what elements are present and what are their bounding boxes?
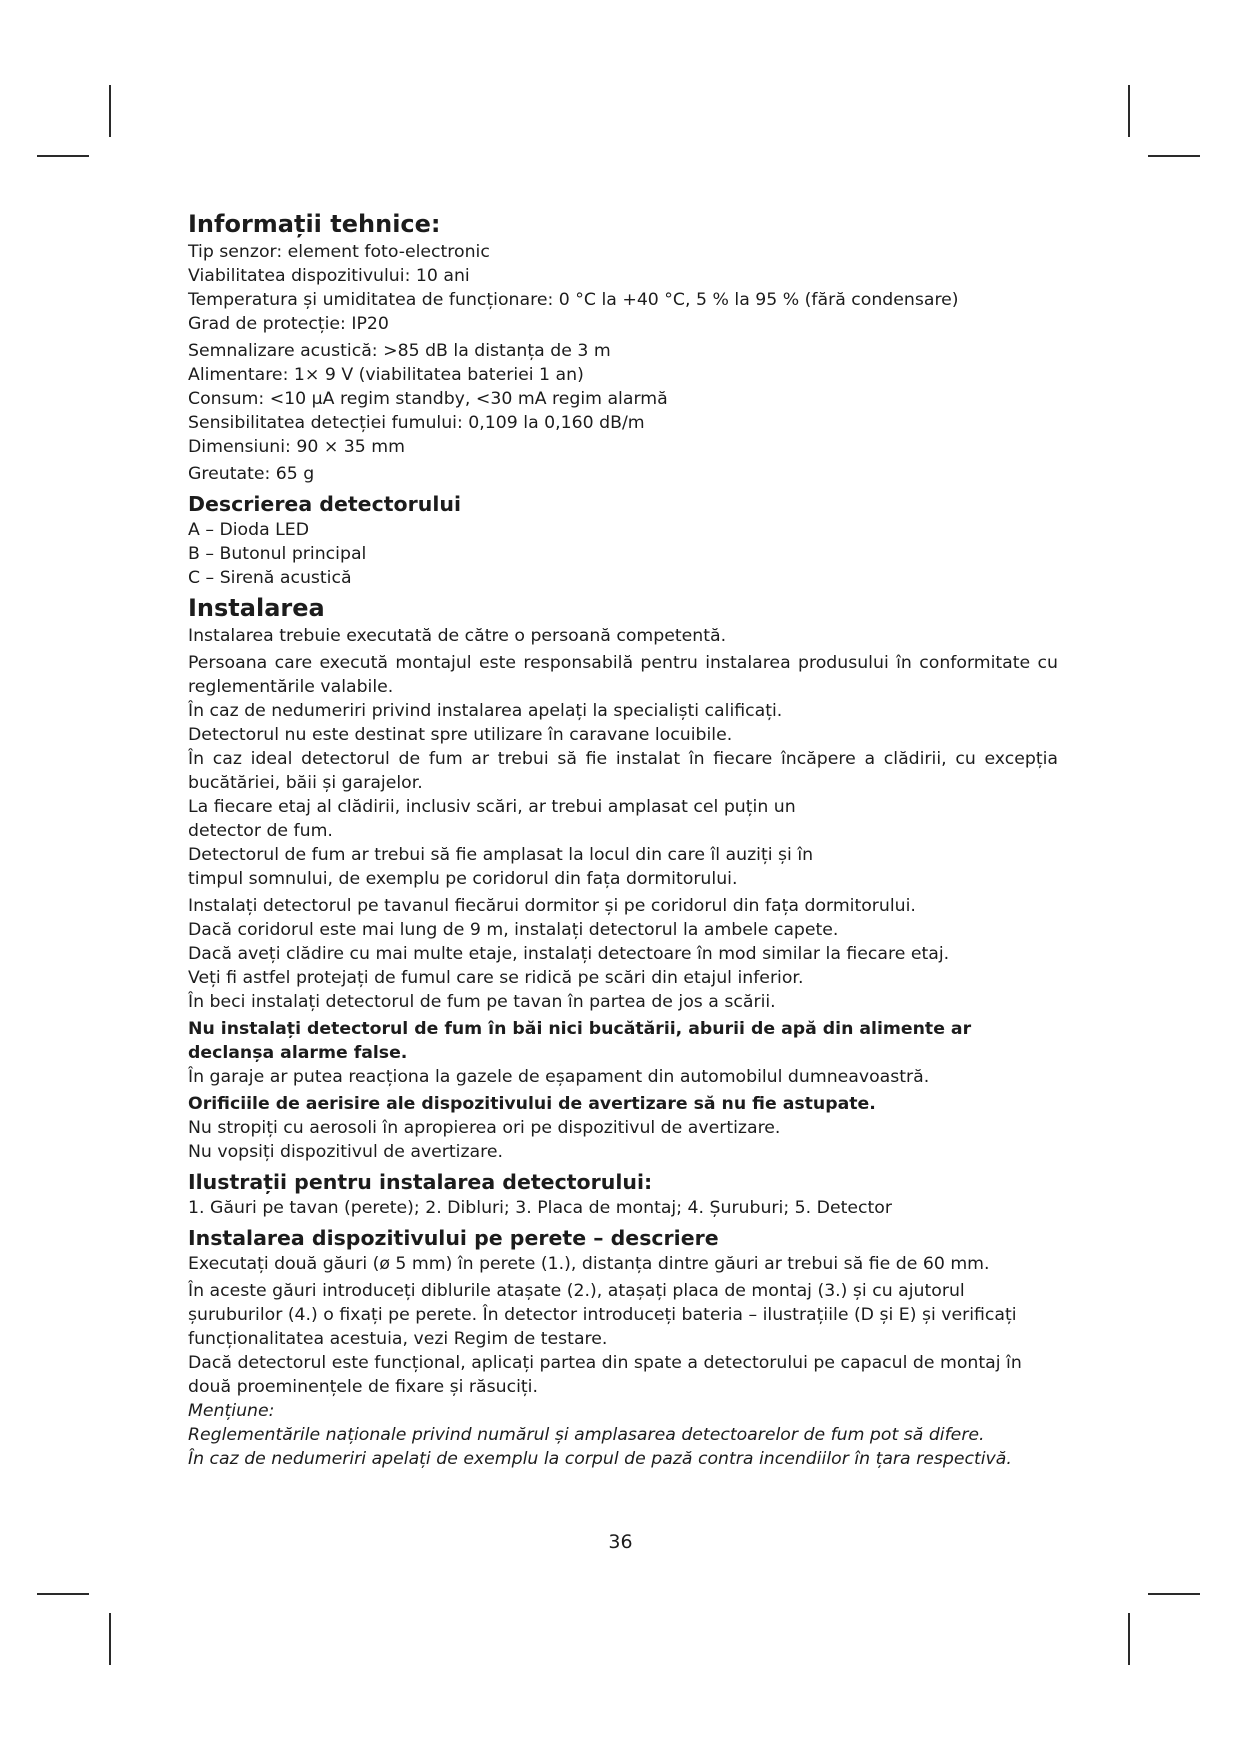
crop-mark-bottom-left-vertical (109, 1613, 111, 1665)
install-line: Persoana care execută montajul este responsabilă pentru instalarea produsului în conformitate cu reglementările valabile. (188, 653, 1058, 697)
crop-mark-top-left-horizontal (37, 155, 89, 157)
install-line: Instalarea trebuie executată de către o persoană competentă. (188, 626, 727, 646)
illustrations-legend: 1. Găuri pe tavan (perete); 2. Dibluri; 3. Placa de montaj; 4. Șuruburi; 5. Detector (188, 1198, 892, 1218)
install-line: timpul somnului, de exemplu pe coridorul din fața dormitorului. (188, 869, 738, 889)
tech-line: Dimensiuni: 90 × 35 mm (188, 437, 405, 457)
install-line: Detectorul nu este destinat spre utilizare în caravane locuibile. (188, 725, 733, 745)
install-line: detector de fum. (188, 821, 333, 841)
tech-line: Alimentare: 1× 9 V (viabilitatea bateriei 1 an) (188, 365, 584, 385)
page-number: 36 (608, 1531, 633, 1553)
tech-line: Sensibilitatea detecției fumului: 0,109 la 0,160 dB/m (188, 413, 645, 433)
wall-install-paragraph: Dacă detectorul este funcțional, aplicați partea din spate a detectorului pe capacul de montaj în două proeminențele de fixare și răsuciți. (188, 1353, 1022, 1397)
crop-mark-bottom-right-horizontal (1148, 1593, 1200, 1595)
install-line: Dacă coridorul este mai lung de 9 m, instalați detectorul la ambele capete. (188, 920, 839, 940)
wall-install-paragraph: În aceste găuri introduceți diblurile atașate (2.), atașați placa de montaj (3.) și cu ajutorul șuruburilor (4.) o fixați pe perete. În detector introduceți bateria – ilustrațiile (D și E) și verificați funcționalitatea acestuia, vezi Regim de testare. (188, 1281, 1017, 1349)
bathroom-warning: Nu instalați detectorul de fum în băi nici bucătării, aburii de apă din alimente ar declanșa alarme false. (188, 1019, 972, 1063)
garage-note: În garaje ar putea reacționa la gazele de eșapament din automobilul dumneavoastră. (188, 1067, 930, 1087)
install-after-line: Nu stropiți cu aerosoli în apropierea ori pe dispozitivul de avertizare. (188, 1118, 781, 1138)
description-item: A – Dioda LED (188, 520, 310, 540)
tech-line: Tip senzor: element foto-electronic (188, 242, 490, 262)
description-item: C – Sirenă acustică (188, 568, 352, 588)
tech-line: Grad de protecție: IP20 (188, 314, 389, 334)
crop-mark-top-right-vertical (1128, 85, 1130, 137)
install-line: În caz de nedumeriri privind instalarea apelați la specialiști calificați. (188, 701, 783, 721)
page-content (188, 208, 1058, 1471)
wall-install-title: Instalarea dispozitivului pe perete – descriere (188, 1226, 719, 1250)
note-line: În caz de nedumeriri apelați de exemplu la corpul de pază contra incendiilor în țara respectivă. (188, 1449, 1012, 1469)
install-line: Instalați detectorul pe tavanul fiecărui dormitor și pe coridorul din fața dormitorului. (188, 896, 916, 916)
install-line: În caz ideal detectorul de fum ar trebui să fie instalat în fiecare încăpere a clădirii, cu excepția bucătăriei, băii și garajelor. (188, 749, 1058, 793)
illustrations-title: Ilustrații pentru instalarea detectorului: (188, 1170, 653, 1194)
wall-install-paragraph: Executați două găuri (ø 5 mm) în perete (1.), distanța dintre găuri ar trebui să fie de 60 mm. (188, 1254, 990, 1274)
install-line: Detectorul de fum ar trebui să fie amplasat la locul din care îl auziți și în (188, 845, 814, 865)
tech-line: Viabilitatea dispozitivului: 10 ani (188, 266, 470, 286)
tech-line: Greutate: 65 g (188, 464, 315, 484)
crop-mark-top-right-horizontal (1148, 155, 1200, 157)
description-item: B – Butonul principal (188, 544, 367, 564)
install-line: În beci instalați detectorul de fum pe tavan în partea de jos a scării. (188, 992, 776, 1012)
crop-mark-bottom-left-horizontal (37, 1593, 89, 1595)
tech-line: Consum: <10 µA regim standby, <30 mA regim alarmă (188, 389, 668, 409)
note-line: Reglementările naționale privind numărul și amplasarea detectoarelor de fum pot să difere. (188, 1425, 985, 1445)
tech-line: Semnalizare acustică: >85 dB la distanța de 3 m (188, 341, 611, 361)
note-label: Mențiune: (188, 1401, 275, 1421)
description-title: Descrierea detectorului (188, 492, 461, 516)
install-line: La fiecare etaj al clădirii, inclusiv scări, ar trebui amplasat cel puțin un (188, 797, 796, 817)
vents-warning: Orificiile de aerisire ale dispozitivului de avertizare să nu fie astupate. (188, 1094, 876, 1114)
crop-mark-bottom-right-vertical (1128, 1613, 1130, 1665)
crop-mark-top-left-vertical (109, 85, 111, 137)
tech-info-title: Informații tehnice: (188, 210, 441, 238)
install-after-line: Nu vopsiți dispozitivul de avertizare. (188, 1142, 503, 1162)
install-title: Instalarea (188, 594, 325, 622)
tech-line: Temperatura și umiditatea de funcționare: 0 °C la +40 °C, 5 % la 95 % (fără condensare) (188, 290, 959, 310)
install-line: Dacă aveți clădire cu mai multe etaje, instalați detectoare în mod similar la fiecare etaj. (188, 944, 950, 964)
install-line: Veți fi astfel protejați de fumul care se ridică pe scări din etajul inferior. (188, 968, 804, 988)
